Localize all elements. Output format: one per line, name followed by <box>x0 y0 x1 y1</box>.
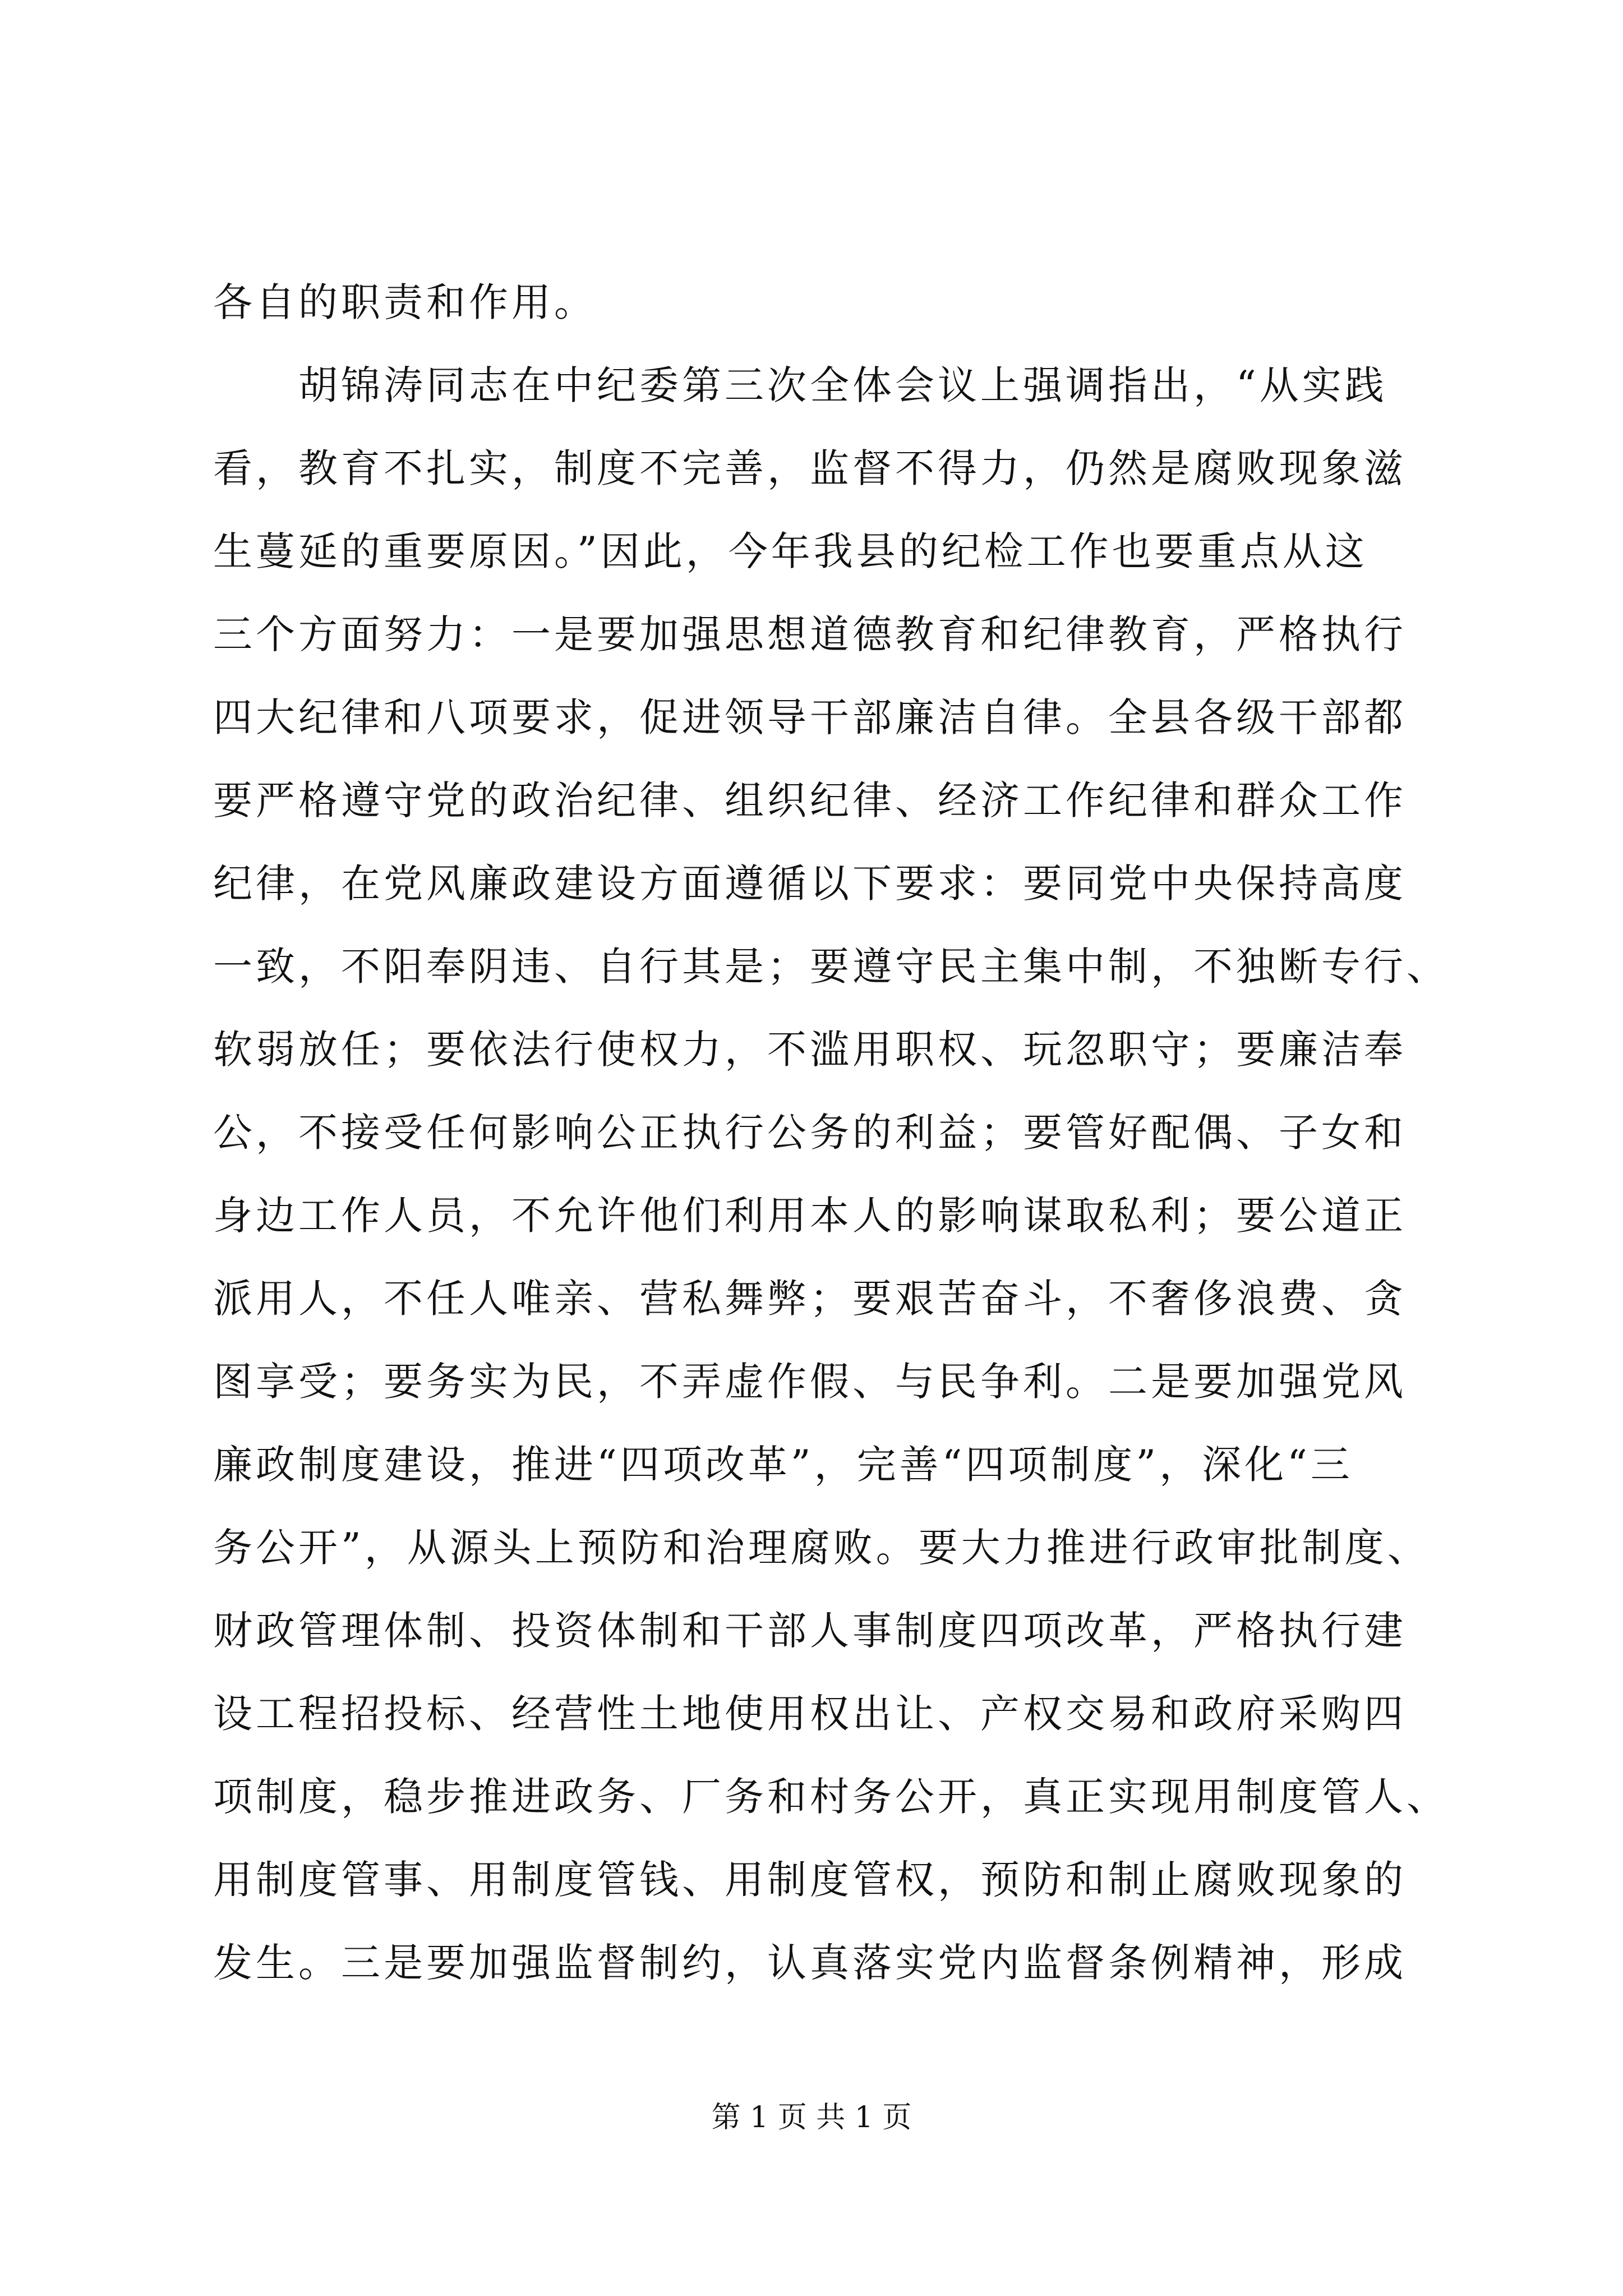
body-text <box>213 261 1449 2004</box>
text-line: 各自的职责和作用。 <box>213 279 597 325</box>
text-line: 项制度，稳步推进政务、厂务和村务公开，真正实现用制度管人、 <box>213 1774 1449 1820</box>
text-line: 三个方面努力：一是要加强思想道德教育和纪律教育，严格执行 <box>213 611 1407 657</box>
text-line: 看，教育不扎实，制度不完善，监督不得力，仍然是腐败现象滋 <box>213 445 1407 491</box>
text-line: 要严格遵守党的政治纪律、组织纪律、经济工作纪律和群众工作 <box>213 777 1407 823</box>
text-line: 软弱放任；要依法行使权力，不滥用职权、玩忽职守；要廉洁奉 <box>213 1027 1407 1073</box>
text-line: 一致，不阳奉阴违、自行其是；要遵守民主集中制，不独断专行、 <box>213 944 1449 990</box>
text-line: 四大纪律和八项要求，促进领导干部廉洁自律。全县各级干部都 <box>213 694 1407 740</box>
text-line: 设工程招投标、经营性土地使用权出让、产权交易和政府采购四 <box>213 1691 1407 1737</box>
text-line: 纪律，在党风廉政建设方面遵循以下要求：要同党中央保持高度 <box>213 861 1407 907</box>
text-line: 财政管理体制、投资体制和干部人事制度四项改革，严格执行建 <box>213 1608 1407 1654</box>
text-line: 胡锦涛同志在中纪委第三次全体会议上强调指出，“从实践 <box>213 362 1387 408</box>
text-line: 身边工作人员，不允许他们利用本人的影响谋取私利；要公道正 <box>213 1193 1407 1239</box>
text-line: 务公开”，从源头上预防和治理腐败。要大力推进行政审批制度、 <box>213 1525 1430 1571</box>
text-line: 图享受；要务实为民，不弄虚作假、与民争利。二是要加强党风 <box>213 1359 1407 1405</box>
text-line: 发生。三是要加强监督制约，认真落实党内监督条例精神，形成 <box>213 1940 1407 1986</box>
page-footer: 第 1 页 共 1 页 <box>711 2101 912 2134</box>
text-line: 派用人，不任人唯亲、营私舞弊；要艰苦奋斗，不奢侈浪费、贪 <box>213 1276 1407 1322</box>
text-line: 用制度管事、用制度管钱、用制度管权，预防和制止腐败现象的 <box>213 1857 1407 1903</box>
text-line: 公，不接受任何影响公正执行公务的利益；要管好配偶、子女和 <box>213 1110 1407 1156</box>
text-line: 廉政制度建设，推进“四项改革”，完善“四项制度”，深化“三 <box>213 1442 1353 1488</box>
text-line: 生蔓延的重要原因。”因此，今年我县的纪检工作也要重点从这 <box>213 528 1368 574</box>
